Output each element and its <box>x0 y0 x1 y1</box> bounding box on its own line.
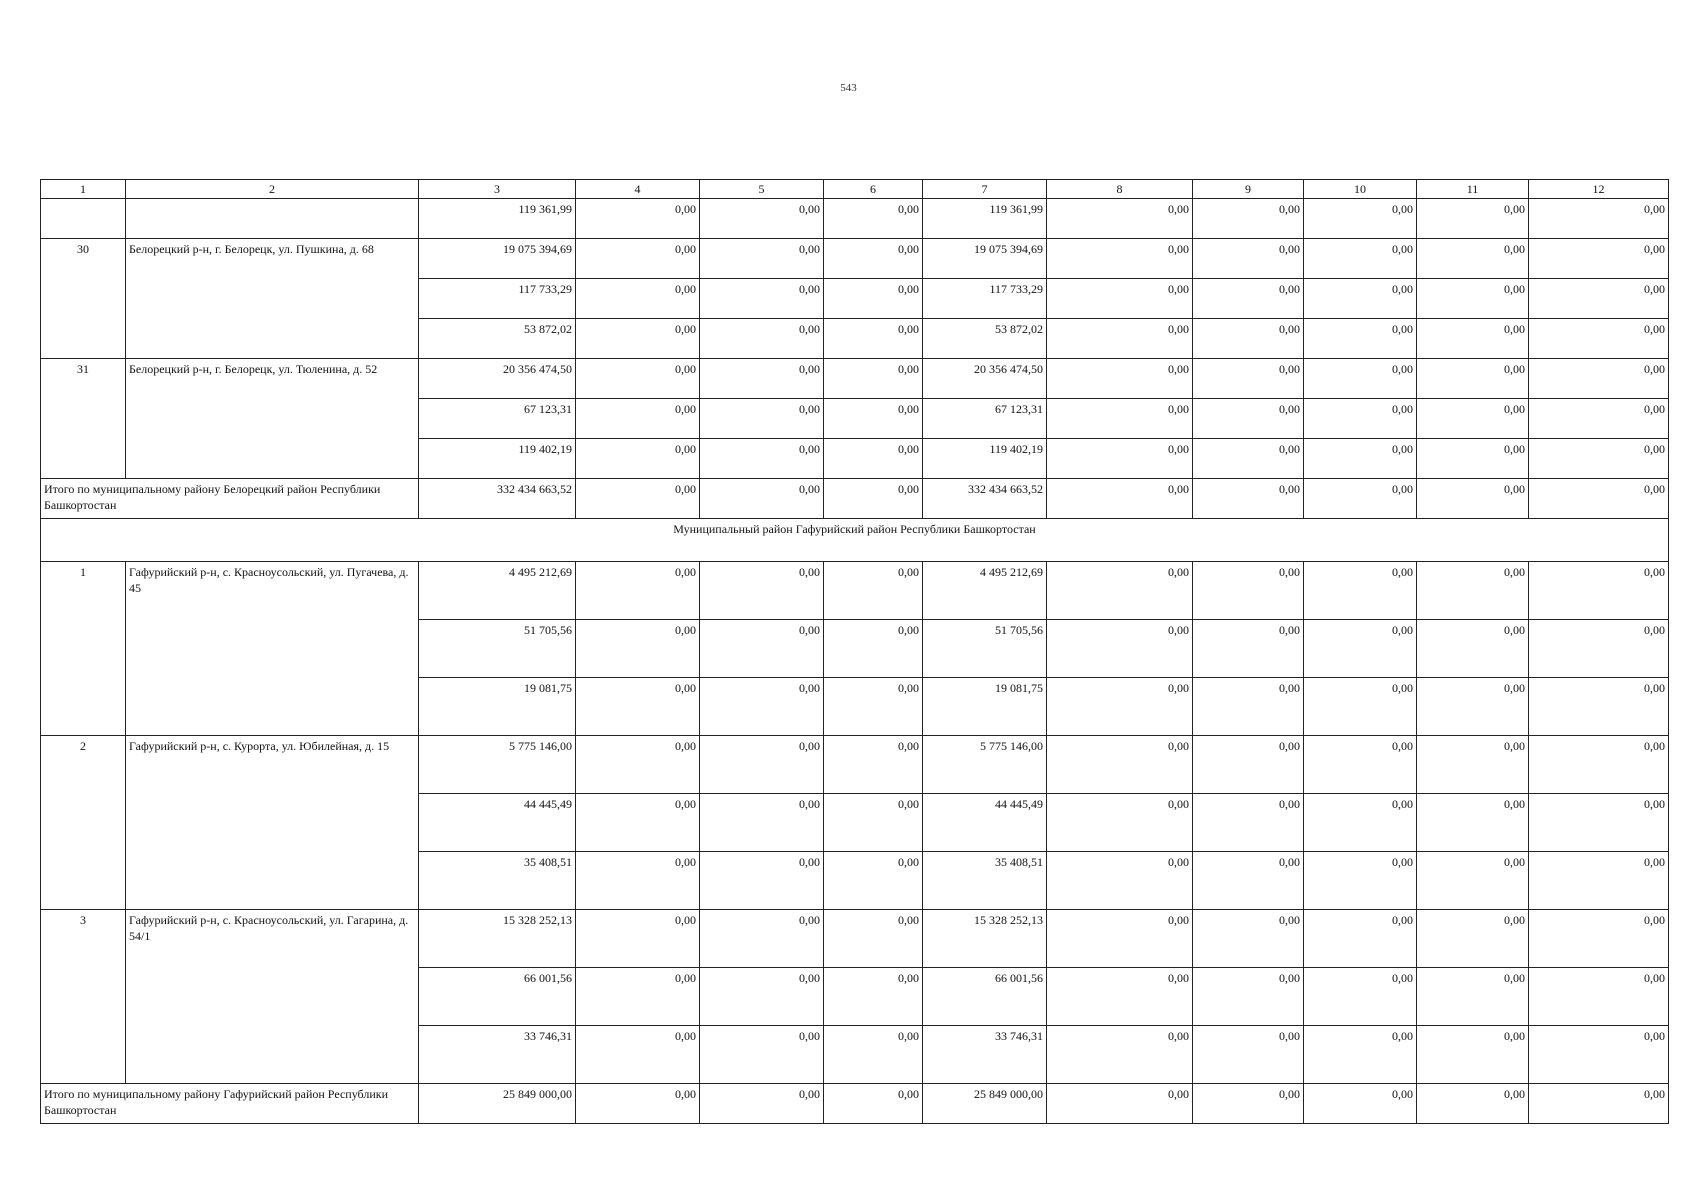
value-cell: 0,00 <box>700 279 824 319</box>
value-cell: 0,00 <box>824 678 923 736</box>
value-cell: 0,00 <box>700 199 824 239</box>
value-cell: 0,00 <box>700 678 824 736</box>
value-cell: 0,00 <box>700 968 824 1026</box>
value-cell: 0,00 <box>576 199 700 239</box>
value-cell: 119 361,99 <box>923 199 1047 239</box>
total-row <box>41 479 1669 519</box>
value-cell: 0,00 <box>576 968 700 1026</box>
column-number: 6 <box>824 180 923 199</box>
object-index: 1 <box>41 562 126 736</box>
section-row <box>41 519 1669 562</box>
value-cell: 0,00 <box>1304 319 1417 359</box>
object-index: 2 <box>41 736 126 910</box>
value-cell: 0,00 <box>1047 1026 1193 1084</box>
value-cell: 0,00 <box>1529 968 1669 1026</box>
value-cell: 119 402,19 <box>419 439 576 479</box>
value-cell: 0,00 <box>576 852 700 910</box>
value-cell: 53 872,02 <box>419 319 576 359</box>
value-cell: 0,00 <box>1417 319 1529 359</box>
value-cell: 0,00 <box>824 852 923 910</box>
value-cell: 33 746,31 <box>923 1026 1047 1084</box>
value-cell: 0,00 <box>1417 968 1529 1026</box>
value-cell: 0,00 <box>1417 1084 1529 1124</box>
value-cell: 0,00 <box>576 439 700 479</box>
value-cell: 0,00 <box>700 910 824 968</box>
value-cell: 0,00 <box>1047 199 1193 239</box>
table-row <box>41 239 1669 279</box>
value-cell: 0,00 <box>1417 852 1529 910</box>
value-cell: 0,00 <box>824 439 923 479</box>
value-cell: 0,00 <box>1047 678 1193 736</box>
value-cell: 0,00 <box>824 968 923 1026</box>
value-cell: 0,00 <box>700 852 824 910</box>
value-cell: 35 408,51 <box>419 852 576 910</box>
value-cell: 0,00 <box>1193 239 1304 279</box>
total-row <box>41 1084 1669 1124</box>
column-number: 8 <box>1047 180 1193 199</box>
address-cell <box>126 199 419 239</box>
value-cell: 0,00 <box>824 479 923 519</box>
value-cell: 0,00 <box>1417 279 1529 319</box>
value-cell: 0,00 <box>1304 562 1417 620</box>
value-cell: 0,00 <box>1529 199 1669 239</box>
value-cell: 44 445,49 <box>923 794 1047 852</box>
value-cell: 0,00 <box>700 239 824 279</box>
section-title: Муниципальный район Гафурийский район Республики Башкортостан <box>41 519 1669 562</box>
value-cell: 0,00 <box>700 1084 824 1124</box>
value-cell: 0,00 <box>824 239 923 279</box>
value-cell: 0,00 <box>1047 794 1193 852</box>
value-cell: 0,00 <box>1417 794 1529 852</box>
value-cell: 117 733,29 <box>419 279 576 319</box>
object-address: Белорецкий р-н, г. Белорецк, ул. Пушкина, д. 68 <box>126 239 419 359</box>
value-cell: 0,00 <box>700 1026 824 1084</box>
value-cell: 25 849 000,00 <box>923 1084 1047 1124</box>
value-cell: 0,00 <box>576 479 700 519</box>
value-cell: 0,00 <box>1193 279 1304 319</box>
value-cell: 0,00 <box>576 239 700 279</box>
value-cell: 332 434 663,52 <box>923 479 1047 519</box>
value-cell: 0,00 <box>576 620 700 678</box>
value-cell: 67 123,31 <box>923 399 1047 439</box>
value-cell: 0,00 <box>1047 1084 1193 1124</box>
object-index: 3 <box>41 910 126 1084</box>
value-cell: 19 075 394,69 <box>419 239 576 279</box>
value-cell: 0,00 <box>1529 562 1669 620</box>
column-number: 9 <box>1193 180 1304 199</box>
value-cell: 0,00 <box>700 319 824 359</box>
value-cell: 0,00 <box>1047 910 1193 968</box>
value-cell: 0,00 <box>1193 359 1304 399</box>
value-cell: 5 775 146,00 <box>923 736 1047 794</box>
value-cell: 0,00 <box>824 910 923 968</box>
value-cell: 0,00 <box>700 479 824 519</box>
value-cell: 0,00 <box>1047 968 1193 1026</box>
value-cell: 0,00 <box>700 359 824 399</box>
value-cell: 0,00 <box>1304 239 1417 279</box>
value-cell: 0,00 <box>824 1084 923 1124</box>
value-cell: 0,00 <box>1417 439 1529 479</box>
value-cell: 0,00 <box>1193 399 1304 439</box>
value-cell: 0,00 <box>1529 678 1669 736</box>
value-cell: 0,00 <box>1047 736 1193 794</box>
value-cell: 0,00 <box>1417 359 1529 399</box>
value-cell: 0,00 <box>1304 199 1417 239</box>
value-cell: 0,00 <box>1047 239 1193 279</box>
value-cell: 0,00 <box>1193 479 1304 519</box>
value-cell: 15 328 252,13 <box>923 910 1047 968</box>
value-cell: 0,00 <box>1304 852 1417 910</box>
value-cell: 119 402,19 <box>923 439 1047 479</box>
value-cell: 0,00 <box>1047 359 1193 399</box>
value-cell: 332 434 663,52 <box>419 479 576 519</box>
column-number: 12 <box>1529 180 1669 199</box>
value-cell: 0,00 <box>1529 1084 1669 1124</box>
value-cell: 0,00 <box>1529 279 1669 319</box>
value-cell: 117 733,29 <box>923 279 1047 319</box>
value-cell: 0,00 <box>1529 620 1669 678</box>
value-cell: 0,00 <box>824 736 923 794</box>
object-address: Гафурийский р-н, с. Красноусольский, ул. Гагарина, д. 54/1 <box>126 910 419 1084</box>
page-number: 543 <box>840 82 857 94</box>
value-cell: 0,00 <box>1193 910 1304 968</box>
value-cell: 4 495 212,69 <box>923 562 1047 620</box>
value-cell: 0,00 <box>1193 1084 1304 1124</box>
value-cell: 0,00 <box>1193 736 1304 794</box>
value-cell: 0,00 <box>700 562 824 620</box>
value-cell: 15 328 252,13 <box>419 910 576 968</box>
value-cell: 119 361,99 <box>419 199 576 239</box>
value-cell: 0,00 <box>1047 279 1193 319</box>
value-cell: 0,00 <box>1193 852 1304 910</box>
value-cell: 51 705,56 <box>923 620 1047 678</box>
value-cell: 0,00 <box>824 1026 923 1084</box>
value-cell: 0,00 <box>824 319 923 359</box>
value-cell: 66 001,56 <box>419 968 576 1026</box>
value-cell: 20 356 474,50 <box>923 359 1047 399</box>
value-cell: 0,00 <box>1529 319 1669 359</box>
budget-table <box>40 179 1669 1124</box>
value-cell: 0,00 <box>576 1026 700 1084</box>
value-cell: 0,00 <box>1529 736 1669 794</box>
value-cell: 0,00 <box>1529 239 1669 279</box>
value-cell: 0,00 <box>1047 562 1193 620</box>
value-cell: 0,00 <box>824 359 923 399</box>
value-cell: 0,00 <box>1417 910 1529 968</box>
value-cell: 0,00 <box>1529 1026 1669 1084</box>
value-cell: 19 075 394,69 <box>923 239 1047 279</box>
value-cell: 67 123,31 <box>419 399 576 439</box>
column-number: 5 <box>700 180 824 199</box>
value-cell: 0,00 <box>576 910 700 968</box>
value-cell: 0,00 <box>576 319 700 359</box>
value-cell: 0,00 <box>1304 399 1417 439</box>
column-number: 7 <box>923 180 1047 199</box>
object-address: Белорецкий р-н, г. Белорецк, ул. Тюленина, д. 52 <box>126 359 419 479</box>
value-cell: 0,00 <box>1304 968 1417 1026</box>
value-cell: 0,00 <box>1304 1084 1417 1124</box>
value-cell: 0,00 <box>1304 620 1417 678</box>
column-number: 3 <box>419 180 576 199</box>
value-cell: 0,00 <box>700 399 824 439</box>
value-cell: 0,00 <box>1417 562 1529 620</box>
value-cell: 0,00 <box>1047 852 1193 910</box>
value-cell: 0,00 <box>1304 359 1417 399</box>
value-cell: 0,00 <box>1529 359 1669 399</box>
value-cell: 0,00 <box>1529 794 1669 852</box>
value-cell: 0,00 <box>1304 279 1417 319</box>
value-cell: 35 408,51 <box>923 852 1047 910</box>
value-cell: 0,00 <box>1417 239 1529 279</box>
value-cell: 0,00 <box>1047 319 1193 359</box>
value-cell: 0,00 <box>1417 620 1529 678</box>
table-row <box>41 359 1669 399</box>
value-cell: 0,00 <box>1417 1026 1529 1084</box>
header-row <box>41 180 1669 199</box>
value-cell: 0,00 <box>576 794 700 852</box>
object-address: Гафурийский р-н, с. Красноусольский, ул. Пугачева, д. 45 <box>126 562 419 736</box>
value-cell: 0,00 <box>824 399 923 439</box>
column-number: 11 <box>1417 180 1529 199</box>
value-cell: 0,00 <box>1193 1026 1304 1084</box>
value-cell: 0,00 <box>824 620 923 678</box>
value-cell: 0,00 <box>1304 479 1417 519</box>
value-cell: 0,00 <box>700 736 824 794</box>
value-cell: 0,00 <box>1417 678 1529 736</box>
total-label: Итого по муниципальному району Белорецкий район Республики Башкортостан <box>41 479 419 519</box>
value-cell: 0,00 <box>1193 794 1304 852</box>
column-number: 2 <box>126 180 419 199</box>
value-cell: 0,00 <box>1193 439 1304 479</box>
column-number: 1 <box>41 180 126 199</box>
value-cell: 0,00 <box>1304 1026 1417 1084</box>
value-cell: 0,00 <box>576 562 700 620</box>
value-cell: 0,00 <box>1529 439 1669 479</box>
table-row <box>41 562 1669 620</box>
value-cell: 0,00 <box>1417 736 1529 794</box>
value-cell: 0,00 <box>700 620 824 678</box>
value-cell: 0,00 <box>1193 199 1304 239</box>
value-cell: 0,00 <box>824 199 923 239</box>
value-cell: 0,00 <box>824 794 923 852</box>
value-cell: 0,00 <box>824 279 923 319</box>
total-label: Итого по муниципальному району Гафурийский район Республики Башкортостан <box>41 1084 419 1124</box>
table-row <box>41 199 1669 239</box>
value-cell: 0,00 <box>1304 678 1417 736</box>
value-cell: 0,00 <box>1417 479 1529 519</box>
value-cell: 0,00 <box>1304 736 1417 794</box>
value-cell: 4 495 212,69 <box>419 562 576 620</box>
value-cell: 0,00 <box>1193 968 1304 1026</box>
value-cell: 0,00 <box>1193 678 1304 736</box>
value-cell: 0,00 <box>1529 910 1669 968</box>
object-index: 31 <box>41 359 126 479</box>
value-cell: 33 746,31 <box>419 1026 576 1084</box>
value-cell: 0,00 <box>576 736 700 794</box>
value-cell: 0,00 <box>824 562 923 620</box>
value-cell: 53 872,02 <box>923 319 1047 359</box>
value-cell: 0,00 <box>1417 199 1529 239</box>
column-number: 4 <box>576 180 700 199</box>
value-cell: 51 705,56 <box>419 620 576 678</box>
value-cell: 19 081,75 <box>923 678 1047 736</box>
value-cell: 0,00 <box>1529 479 1669 519</box>
value-cell: 0,00 <box>1047 399 1193 439</box>
value-cell: 0,00 <box>700 794 824 852</box>
value-cell: 5 775 146,00 <box>419 736 576 794</box>
index-cell <box>41 199 126 239</box>
value-cell: 0,00 <box>1193 620 1304 678</box>
table-row <box>41 910 1669 968</box>
value-cell: 25 849 000,00 <box>419 1084 576 1124</box>
value-cell: 0,00 <box>1193 562 1304 620</box>
value-cell: 0,00 <box>576 1084 700 1124</box>
value-cell: 0,00 <box>1304 439 1417 479</box>
table-row <box>41 736 1669 794</box>
column-number: 10 <box>1304 180 1417 199</box>
value-cell: 0,00 <box>576 678 700 736</box>
value-cell: 0,00 <box>576 279 700 319</box>
value-cell: 19 081,75 <box>419 678 576 736</box>
value-cell: 0,00 <box>576 359 700 399</box>
object-address: Гафурийский р-н, с. Курорта, ул. Юбилейная, д. 15 <box>126 736 419 910</box>
value-cell: 0,00 <box>1047 479 1193 519</box>
value-cell: 66 001,56 <box>923 968 1047 1026</box>
value-cell: 0,00 <box>1304 910 1417 968</box>
value-cell: 0,00 <box>700 439 824 479</box>
value-cell: 0,00 <box>1304 794 1417 852</box>
value-cell: 44 445,49 <box>419 794 576 852</box>
object-index: 30 <box>41 239 126 359</box>
value-cell: 0,00 <box>1047 439 1193 479</box>
value-cell: 0,00 <box>1193 319 1304 359</box>
value-cell: 0,00 <box>1047 620 1193 678</box>
value-cell: 0,00 <box>1529 852 1669 910</box>
value-cell: 0,00 <box>1529 399 1669 439</box>
value-cell: 20 356 474,50 <box>419 359 576 399</box>
value-cell: 0,00 <box>1417 399 1529 439</box>
value-cell: 0,00 <box>576 399 700 439</box>
